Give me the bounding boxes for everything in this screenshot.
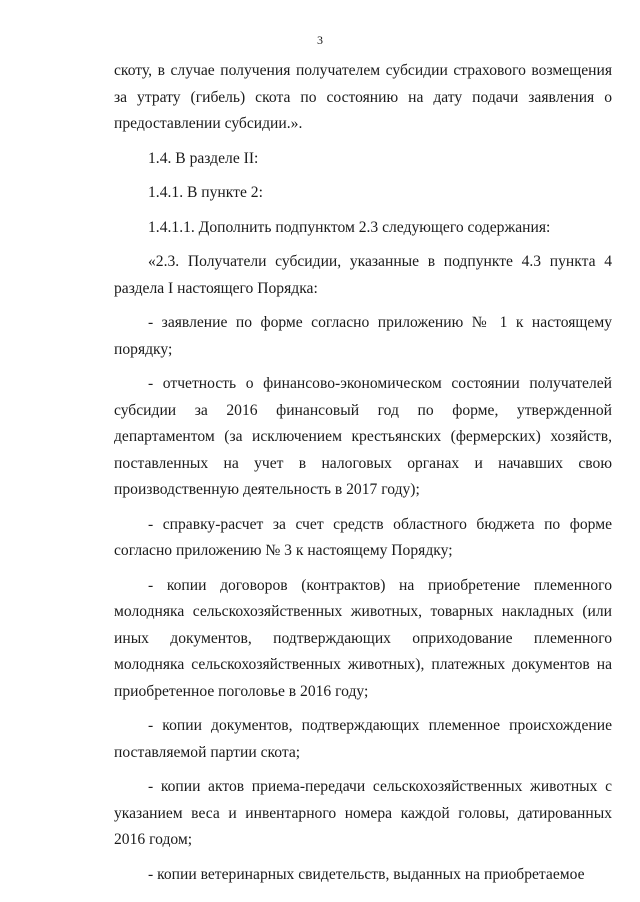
list-item-financial-report: - отчетность о финансово-экономическом состоянии получателей субсидии за 2016 финансовый год по форме, утвержденной департаментом (за исключением крестьянских (фермерских) хозяйств, поставленных на учет в налоговых органах и начавших свою производственную деятельность в 2017 году);: [114, 375, 612, 498]
list-item-contracts: - копии договоров (контрактов) на приобретение племенного молодняка сельскохозяйственных животных, товарных накладных (или иных документов, подтверждающих оприходование племенного молодняка сельскохозяйственных животных), платежных документов на приобретенное поголовье в 2016 году;: [114, 576, 612, 700]
list-item-breeding-origin: - копии документов, подтверждающих племенное происхождение поставляемой партии скота;: [114, 717, 612, 761]
list-item-transfer-acts: - копии актов приема-передачи сельскохозяйственных животных с указанием веса и инвентарного номера каждой головы, датированных 2016 годом;: [114, 778, 612, 848]
paragraph-recipients: «2.3. Получатели субсидии, указанные в подпункте 4.3 пункта 4 раздела I настоящего Порядка:: [114, 253, 612, 297]
paragraph-section-heading: 1.4. В разделе II:: [148, 149, 259, 167]
paragraph-item-heading: 1.4.1. В пункте 2:: [148, 184, 263, 201]
document-body: [114, 58, 612, 896]
paragraph-subitem-heading: 1.4.1.1. Дополнить подпунктом 2.3 следующего содержания:: [148, 218, 551, 236]
list-item-veterinary-certificates: - копии ветеринарных свидетельств, выданных на приобретаемое: [148, 865, 585, 883]
list-item-calculation: - справку-расчет за счет средств областного бюджета по форме согласно приложению № 3 к настоящему Порядку;: [114, 515, 612, 559]
list-item-application: - заявление по форме согласно приложению № 1 к настоящему порядку;: [114, 314, 612, 358]
page-number: 3: [317, 33, 323, 47]
paragraph-continuation: скоту, в случае получения получателем субсидии страхового возмещения за утрату (гибель) скота по состоянию на дату подачи заявления о предоставлении субсидии.».: [114, 62, 612, 132]
